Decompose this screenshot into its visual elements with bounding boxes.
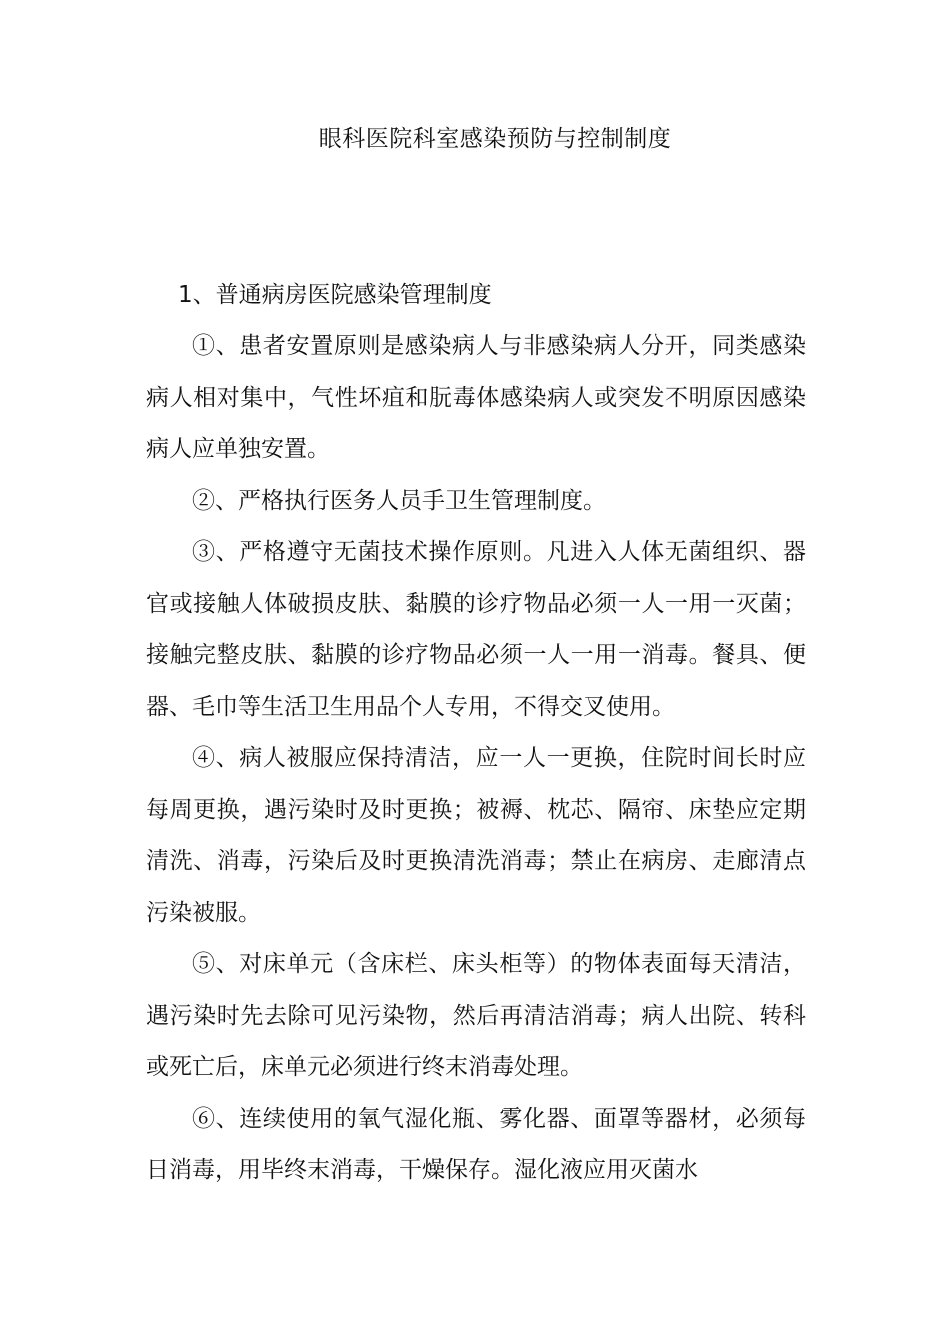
document-title: 眼科医院科室感染预防与控制制度 <box>318 126 672 152</box>
paragraph-4: ④、病人被服应保持清洁，应一人一更换，住院时间长时应每周更换，遇污染时及时更换；被褥、枕芯、隔帘、床垫应定期清洗、消毒，污染后及时更换清洗消毒；禁止在病房、走廊清点污染被服。 <box>146 745 806 926</box>
paragraph-3: ③、严格遵守无菌技术操作原则。凡进入人体无菌组织、器官或接触人体破损皮肤、黏膜的诊疗物品必须一人一用一灭菌；接触完整皮肤、黏膜的诊疗物品必须一人一用一消毒。餐具、便器、毛巾等生活卫生用品个人专用，不得交叉使用。 <box>146 539 806 720</box>
section-heading: 1、普通病房医院感染管理制度 <box>178 282 492 308</box>
document-body <box>146 321 806 1197</box>
paragraph-5: ⑤、对床单元（含床栏、床头柜等）的物体表面每天清洁，遇污染时先去除可见污染物，然后再清洁消毒；病人出院、转科或死亡后，床单元必须进行终末消毒处理。 <box>146 951 806 1080</box>
paragraph-1: ①、患者安置原则是感染病人与非感染病人分开，同类感染病人相对集中，气性坏疽和朊毒体感染病人或突发不明原因感染病人应单独安置。 <box>146 333 806 462</box>
paragraph-2: ②、严格执行医务人员手卫生管理制度。 <box>192 487 606 514</box>
paragraph-6: ⑥、连续使用的氧气湿化瓶、雾化器、面罩等器材，必须每日消毒，用毕终末消毒，干燥保存。湿化液应用灭菌水 <box>146 1105 806 1183</box>
